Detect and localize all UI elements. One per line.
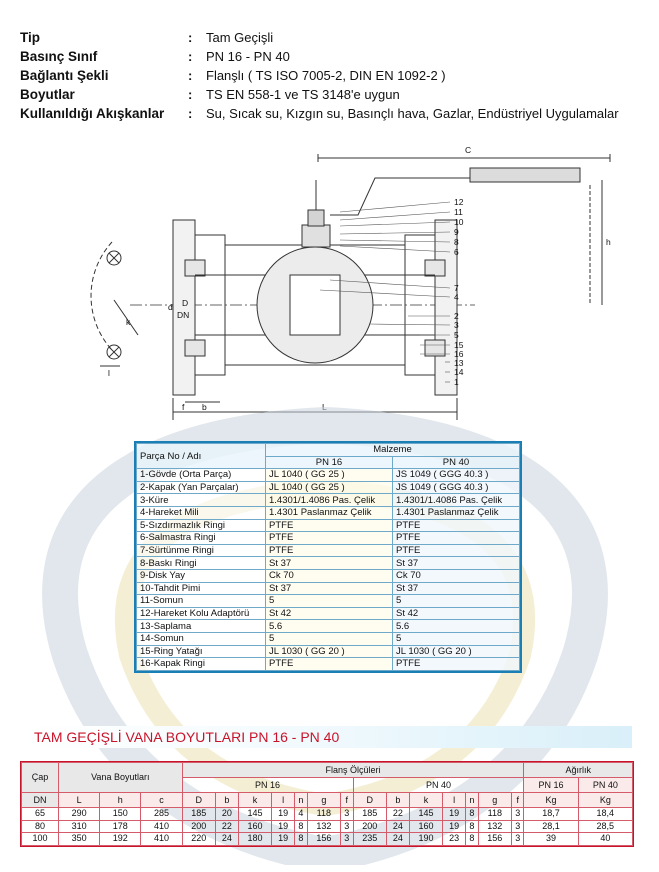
table-row bbox=[137, 569, 520, 582]
cell: 132 bbox=[478, 820, 511, 833]
part-pn16: St 37 bbox=[266, 582, 393, 595]
dim-l-label: l bbox=[108, 368, 110, 378]
part-pn40: St 42 bbox=[393, 607, 520, 620]
valve-technical-drawing bbox=[90, 140, 630, 425]
dims-header-weight-pn40: PN 40 bbox=[578, 778, 632, 793]
dims-header-pn16: PN 16 bbox=[182, 778, 353, 793]
table-row bbox=[137, 519, 520, 532]
spec-value: Su, Sıcak su, Kızgın su, Basınçlı hava, Gazlar, Endüstriyel Uygulamalar bbox=[206, 106, 619, 121]
dims-col: n bbox=[295, 793, 308, 808]
cell: 19 bbox=[272, 820, 295, 833]
spec-key: Bağlantı Şekli bbox=[20, 68, 109, 83]
part-pn40: PTFE bbox=[393, 532, 520, 545]
part-pn40: JS 1049 ( GGG 40.3 ) bbox=[393, 481, 520, 494]
part-name: 4-Hareket Mili bbox=[137, 506, 266, 519]
spec-value: Flanşlı ( TS ISO 7005-2, DIN EN 1092-2 ) bbox=[206, 68, 446, 83]
table-row bbox=[137, 532, 520, 545]
dims-col: b bbox=[386, 793, 409, 808]
cell: 160 bbox=[409, 820, 442, 833]
cell: 192 bbox=[100, 833, 141, 846]
part-name: 11-Somun bbox=[137, 595, 266, 608]
dim-L-label: L bbox=[322, 402, 327, 412]
cell-dn: 65 bbox=[22, 808, 59, 821]
cell: 19 bbox=[443, 820, 466, 833]
dim-D-label: D bbox=[182, 298, 189, 308]
spec-value: PN 16 - PN 40 bbox=[206, 49, 290, 64]
cell: 24 bbox=[386, 820, 409, 833]
part-pn16: 5 bbox=[266, 595, 393, 608]
part-pn40: JS 1049 ( GGG 40.3 ) bbox=[393, 469, 520, 482]
dims-col: Kg bbox=[578, 793, 632, 808]
cell: 3 bbox=[511, 820, 524, 833]
spec-colon: : bbox=[188, 87, 193, 102]
dims-col: k bbox=[238, 793, 271, 808]
cell: 24 bbox=[215, 833, 238, 846]
cell: 22 bbox=[386, 808, 409, 821]
dims-col: L bbox=[59, 793, 100, 808]
callout: 13 bbox=[454, 358, 464, 368]
cell-weight: 39 bbox=[524, 833, 578, 846]
callout: 4 bbox=[454, 292, 459, 302]
part-pn16: Ck 70 bbox=[266, 569, 393, 582]
stem-nut bbox=[308, 210, 324, 226]
part-pn16: PTFE bbox=[266, 544, 393, 557]
dims-col: f bbox=[341, 793, 354, 808]
part-name: 16-Kapak Ringi bbox=[137, 658, 266, 671]
part-pn16: PTFE bbox=[266, 519, 393, 532]
dimensions-title: TAM GEÇİŞLİ VANA BOYUTLARI PN 16 - PN 40 bbox=[34, 729, 340, 745]
table-row bbox=[22, 808, 633, 821]
cell: 185 bbox=[182, 808, 215, 821]
spec-value: Tam Geçişli bbox=[206, 30, 274, 45]
cell: 24 bbox=[386, 833, 409, 846]
cell: 3 bbox=[341, 833, 354, 846]
cell: 8 bbox=[466, 833, 479, 846]
table-row bbox=[137, 595, 520, 608]
cell: 190 bbox=[409, 833, 442, 846]
spec-row bbox=[20, 28, 640, 47]
dims-header-pn40: PN 40 bbox=[353, 778, 524, 793]
cell: 4 bbox=[295, 808, 308, 821]
table-row bbox=[137, 645, 520, 658]
parts-header-material: Malzeme bbox=[266, 444, 520, 457]
cell: 3 bbox=[341, 808, 354, 821]
dims-header-agirlik: Ağırlık bbox=[524, 763, 633, 778]
spec-row bbox=[20, 85, 640, 104]
dims-col: D bbox=[182, 793, 215, 808]
cell: 200 bbox=[353, 820, 386, 833]
cell: 8 bbox=[466, 808, 479, 821]
cell: 350 bbox=[59, 833, 100, 846]
dims-col: h bbox=[100, 793, 141, 808]
cell: 118 bbox=[307, 808, 340, 821]
part-name: 10-Tahdit Pimi bbox=[137, 582, 266, 595]
cell: 156 bbox=[478, 833, 511, 846]
spec-colon: : bbox=[188, 30, 193, 45]
part-pn16: 1.4301 Paslanmaz Çelik bbox=[266, 506, 393, 519]
cell: 410 bbox=[141, 833, 182, 846]
callout: 7 bbox=[454, 283, 459, 293]
cell-weight: 28,1 bbox=[524, 820, 578, 833]
part-pn16: St 37 bbox=[266, 557, 393, 570]
part-pn40: St 37 bbox=[393, 582, 520, 595]
callout: 14 bbox=[454, 367, 464, 377]
callout: 10 bbox=[454, 217, 464, 227]
dim-h-label: h bbox=[606, 237, 611, 247]
part-name: 15-Ring Yatağı bbox=[137, 645, 266, 658]
table-row bbox=[137, 620, 520, 633]
dims-col: n bbox=[466, 793, 479, 808]
callout: 6 bbox=[454, 247, 459, 257]
cell: 3 bbox=[511, 808, 524, 821]
callout: 1 bbox=[454, 377, 459, 387]
cell: 150 bbox=[100, 808, 141, 821]
spec-list bbox=[20, 28, 640, 123]
part-pn16: JL 1040 ( GG 25 ) bbox=[266, 481, 393, 494]
part-pn40: PTFE bbox=[393, 658, 520, 671]
cell: 8 bbox=[295, 833, 308, 846]
part-pn16: JL 1030 ( GG 20 ) bbox=[266, 645, 393, 658]
callout: 15 bbox=[454, 340, 464, 350]
part-name: 2-Kapak (Yan Parçalar) bbox=[137, 481, 266, 494]
part-name: 6-Salmastra Ringi bbox=[137, 532, 266, 545]
bolt-circle-arc bbox=[91, 242, 112, 350]
spec-key: Boyutlar bbox=[20, 87, 75, 102]
part-pn40: 1.4301/1.4086 Pas. Çelik bbox=[393, 494, 520, 507]
table-row bbox=[137, 481, 520, 494]
table-row bbox=[137, 658, 520, 671]
part-pn40: 5.6 bbox=[393, 620, 520, 633]
part-name: 9-Disk Yay bbox=[137, 569, 266, 582]
callout: 2 bbox=[454, 311, 459, 321]
cell: 285 bbox=[141, 808, 182, 821]
part-pn16: St 42 bbox=[266, 607, 393, 620]
dimensions-title-bar bbox=[20, 726, 632, 748]
part-name: 5-Sızdırmazlık Ringi bbox=[137, 519, 266, 532]
part-name: 13-Saplama bbox=[137, 620, 266, 633]
part-pn40: PTFE bbox=[393, 544, 520, 557]
cell: 156 bbox=[307, 833, 340, 846]
spec-value: TS EN 558-1 ve TS 3148'e uygun bbox=[206, 87, 400, 102]
dims-col: l bbox=[443, 793, 466, 808]
spec-row bbox=[20, 104, 640, 123]
table-row bbox=[137, 557, 520, 570]
cell: 3 bbox=[511, 833, 524, 846]
callout: 11 bbox=[454, 207, 463, 217]
cell: 19 bbox=[443, 808, 466, 821]
callout: 5 bbox=[454, 330, 459, 340]
dim-b-label: b bbox=[202, 402, 207, 412]
dims-col: D bbox=[353, 793, 386, 808]
spec-colon: : bbox=[188, 106, 193, 121]
part-name: 12-Hareket Kolu Adaptörü bbox=[137, 607, 266, 620]
dim-DN-label: DN bbox=[177, 310, 190, 320]
cell: 8 bbox=[466, 820, 479, 833]
dimensions-table bbox=[20, 761, 634, 847]
part-pn16: JL 1040 ( GG 25 ) bbox=[266, 469, 393, 482]
cell: 290 bbox=[59, 808, 100, 821]
spec-colon: : bbox=[188, 49, 193, 64]
part-pn16: 1.4301/1.4086 Pas. Çelik bbox=[266, 494, 393, 507]
table-row bbox=[137, 607, 520, 620]
part-name: 8-Baskı Ringi bbox=[137, 557, 266, 570]
cell: 20 bbox=[215, 808, 238, 821]
dims-col: k bbox=[409, 793, 442, 808]
dim-d-label: d bbox=[168, 302, 173, 312]
dims-header-vana: Vana Boyutları bbox=[59, 763, 183, 793]
cell-weight: 28,5 bbox=[578, 820, 632, 833]
spec-key: Tip bbox=[20, 30, 40, 45]
gland bbox=[302, 225, 330, 247]
dims-col: f bbox=[511, 793, 524, 808]
dims-col: g bbox=[307, 793, 340, 808]
part-pn40: PTFE bbox=[393, 519, 520, 532]
part-pn16: PTFE bbox=[266, 658, 393, 671]
dim-c-label: C bbox=[465, 145, 472, 155]
cell: 160 bbox=[238, 820, 271, 833]
cell-weight: 18,7 bbox=[524, 808, 578, 821]
cell: 200 bbox=[182, 820, 215, 833]
cell-weight: 18,4 bbox=[578, 808, 632, 821]
part-name: 3-Küre bbox=[137, 494, 266, 507]
cell: 19 bbox=[272, 808, 295, 821]
part-name: 1-Gövde (Orta Parça) bbox=[137, 469, 266, 482]
cell: 3 bbox=[341, 820, 354, 833]
callout: 12 bbox=[454, 197, 464, 207]
cell: 23 bbox=[443, 833, 466, 846]
table-row bbox=[137, 632, 520, 645]
cell: 185 bbox=[353, 808, 386, 821]
table-row bbox=[22, 820, 633, 833]
table-row bbox=[137, 582, 520, 595]
cell: 145 bbox=[238, 808, 271, 821]
cell: 19 bbox=[272, 833, 295, 846]
part-pn16: 5 bbox=[266, 632, 393, 645]
table-row bbox=[137, 506, 520, 519]
cell: 132 bbox=[307, 820, 340, 833]
cell: 8 bbox=[295, 820, 308, 833]
dims-header-weight-pn16: PN 16 bbox=[524, 778, 578, 793]
table-row bbox=[137, 469, 520, 482]
dims-col-dn: DN bbox=[22, 793, 59, 808]
callout: 9 bbox=[454, 227, 459, 237]
spec-row bbox=[20, 66, 640, 85]
cell: 235 bbox=[353, 833, 386, 846]
parts-header-pn16: PN 16 bbox=[266, 456, 393, 469]
cell: 220 bbox=[182, 833, 215, 846]
part-pn16: PTFE bbox=[266, 532, 393, 545]
part-name: 7-Sürtünme Ringi bbox=[137, 544, 266, 557]
parts-material-table bbox=[134, 441, 522, 673]
part-pn40: JL 1030 ( GG 20 ) bbox=[393, 645, 520, 658]
table-row bbox=[22, 833, 633, 846]
spec-key: Basınç Sınıf bbox=[20, 49, 98, 64]
dims-col: b bbox=[215, 793, 238, 808]
part-pn40: St 37 bbox=[393, 557, 520, 570]
cell: 178 bbox=[100, 820, 141, 833]
cell-weight: 40 bbox=[578, 833, 632, 846]
part-pn40: 5 bbox=[393, 632, 520, 645]
spec-colon: : bbox=[188, 68, 193, 83]
handle-lever bbox=[330, 178, 470, 215]
dims-col: g bbox=[478, 793, 511, 808]
spec-key: Kullanıldığı Akışkanlar bbox=[20, 106, 165, 121]
dims-col: l bbox=[272, 793, 295, 808]
table-row bbox=[137, 544, 520, 557]
handle-grip bbox=[470, 168, 580, 182]
cell: 22 bbox=[215, 820, 238, 833]
parts-header-name: Parça No / Adı bbox=[137, 444, 266, 469]
callout: 3 bbox=[454, 320, 459, 330]
cell-dn: 100 bbox=[22, 833, 59, 846]
cell: 145 bbox=[409, 808, 442, 821]
cell: 410 bbox=[141, 820, 182, 833]
cell: 180 bbox=[238, 833, 271, 846]
part-pn40: 5 bbox=[393, 595, 520, 608]
table-row bbox=[137, 494, 520, 507]
part-pn16: 5.6 bbox=[266, 620, 393, 633]
parts-header-pn40: PN 40 bbox=[393, 456, 520, 469]
dims-col: c bbox=[141, 793, 182, 808]
spec-row bbox=[20, 47, 640, 66]
dims-header-cap: Çap bbox=[22, 763, 59, 793]
dims-header-flans: Flanş Ölçüleri bbox=[182, 763, 524, 778]
cell-dn: 80 bbox=[22, 820, 59, 833]
callout: 16 bbox=[454, 349, 464, 359]
cell: 310 bbox=[59, 820, 100, 833]
part-pn40: 1.4301 Paslanmaz Çelik bbox=[393, 506, 520, 519]
part-pn40: Ck 70 bbox=[393, 569, 520, 582]
dim-f-label: f bbox=[182, 402, 185, 412]
dim-k-label: k bbox=[126, 317, 131, 327]
part-name: 14-Somun bbox=[137, 632, 266, 645]
cell: 118 bbox=[478, 808, 511, 821]
callout: 8 bbox=[454, 237, 459, 247]
dims-col: Kg bbox=[524, 793, 578, 808]
